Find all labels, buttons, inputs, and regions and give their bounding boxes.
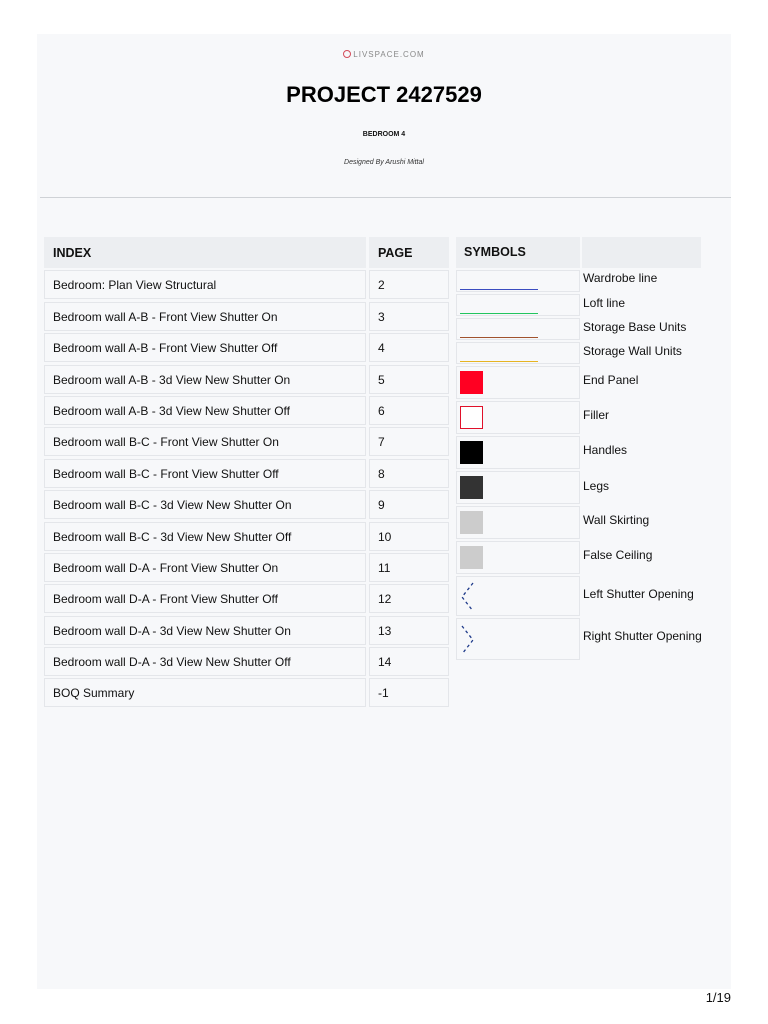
index-entry-name: Bedroom: Plan View Structural (44, 270, 366, 299)
symbol-swatch-cell (456, 270, 580, 292)
designer-credit: Designed By Arushi Mittal (344, 159, 424, 166)
symbol-label: End Panel (583, 373, 639, 387)
legend-square-swatch (460, 406, 483, 429)
index-entry-name: BOQ Summary (44, 678, 366, 707)
legend-square-swatch (460, 546, 483, 569)
symbol-label: Loft line (583, 296, 626, 310)
right-shutter-opening-icon (459, 624, 479, 656)
page-indicator: 1/19 (705, 990, 731, 1005)
symbols-label-header (582, 237, 701, 268)
symbol-swatch-cell (456, 294, 580, 316)
symbol-label: Storage Wall Units (583, 344, 682, 358)
page-column-header: PAGE (369, 237, 449, 268)
index-entry-name: Bedroom wall A-B - 3d View New Shutter Off (44, 396, 366, 425)
symbol-swatch-cell (456, 342, 580, 364)
symbol-swatch-cell (456, 506, 580, 539)
index-entry-name: Bedroom wall B-C - Front View Shutter Off (44, 459, 366, 488)
index-entry-page: 6 (369, 396, 449, 425)
index-entry-name: Bedroom wall D-A - Front View Shutter Off (44, 584, 366, 613)
symbol-swatch-cell (456, 576, 580, 616)
index-entry-page: 7 (369, 427, 449, 456)
symbol-swatch-cell (456, 401, 580, 434)
index-entry-page: -1 (369, 678, 449, 707)
symbol-label: Legs (583, 479, 610, 493)
symbol-label: Handles (583, 443, 628, 457)
index-entry-page: 5 (369, 365, 449, 394)
left-shutter-opening-icon (459, 581, 479, 613)
legend-square-swatch (460, 476, 483, 499)
index-entry-page: 2 (369, 270, 449, 299)
index-entry-name: Bedroom wall A-B - Front View Shutter On (44, 302, 366, 331)
symbol-label: Wardrobe line (583, 271, 658, 285)
legend-line-swatch (460, 289, 538, 290)
header-divider (40, 197, 731, 198)
index-entry-name: Bedroom wall B-C - 3d View New Shutter On (44, 490, 366, 519)
index-entry-name: Bedroom wall D-A - Front View Shutter On (44, 553, 366, 582)
symbol-swatch-cell (456, 436, 580, 469)
index-entry-page: 8 (369, 459, 449, 488)
index-entry-page: 12 (369, 584, 449, 613)
symbols-column-header: SYMBOLS (456, 237, 580, 268)
symbol-swatch-cell (456, 366, 580, 399)
room-name: BEDROOM 4 (362, 131, 406, 138)
symbol-swatch-cell (456, 318, 580, 340)
symbol-label: Left Shutter Opening (583, 587, 694, 601)
index-entry-name: Bedroom wall D-A - 3d View New Shutter Off (44, 647, 366, 676)
index-entry-page: 10 (369, 522, 449, 551)
legend-square-swatch (460, 511, 483, 534)
index-entry-page: 13 (369, 616, 449, 645)
index-entry-page: 11 (369, 553, 449, 582)
symbol-swatch-cell (456, 618, 580, 660)
index-entry-page: 3 (369, 302, 449, 331)
livspace-logo-icon (343, 50, 351, 58)
document-page (37, 34, 731, 989)
symbol-label: Right Shutter Opening (583, 629, 702, 643)
page-title: PROJECT 2427529 (286, 82, 482, 107)
index-column-header: INDEX (44, 237, 366, 268)
index-entry-name: Bedroom wall A-B - Front View Shutter Off (44, 333, 366, 362)
symbol-label: False Ceiling (583, 548, 653, 562)
index-entry-page: 4 (369, 333, 449, 362)
index-entry-name: Bedroom wall A-B - 3d View New Shutter On (44, 365, 366, 394)
symbol-label: Wall Skirting (583, 513, 650, 527)
legend-square-swatch (460, 441, 483, 464)
legend-line-swatch (460, 361, 538, 362)
symbol-label: Storage Base Units (583, 320, 687, 334)
index-entry-name: Bedroom wall B-C - Front View Shutter On (44, 427, 366, 456)
symbol-swatch-cell (456, 471, 580, 504)
logo-text: LIVSPACE.COM (353, 50, 425, 59)
legend-square-swatch (460, 371, 483, 394)
index-entry-name: Bedroom wall B-C - 3d View New Shutter Off (44, 522, 366, 551)
symbol-swatch-cell (456, 541, 580, 574)
index-entry-page: 9 (369, 490, 449, 519)
symbol-label: Filler (583, 408, 609, 422)
livspace-logo (37, 50, 731, 59)
legend-line-swatch (460, 337, 538, 338)
index-entry-name: Bedroom wall D-A - 3d View New Shutter On (44, 616, 366, 645)
legend-line-swatch (460, 313, 538, 314)
index-entry-page: 14 (369, 647, 449, 676)
